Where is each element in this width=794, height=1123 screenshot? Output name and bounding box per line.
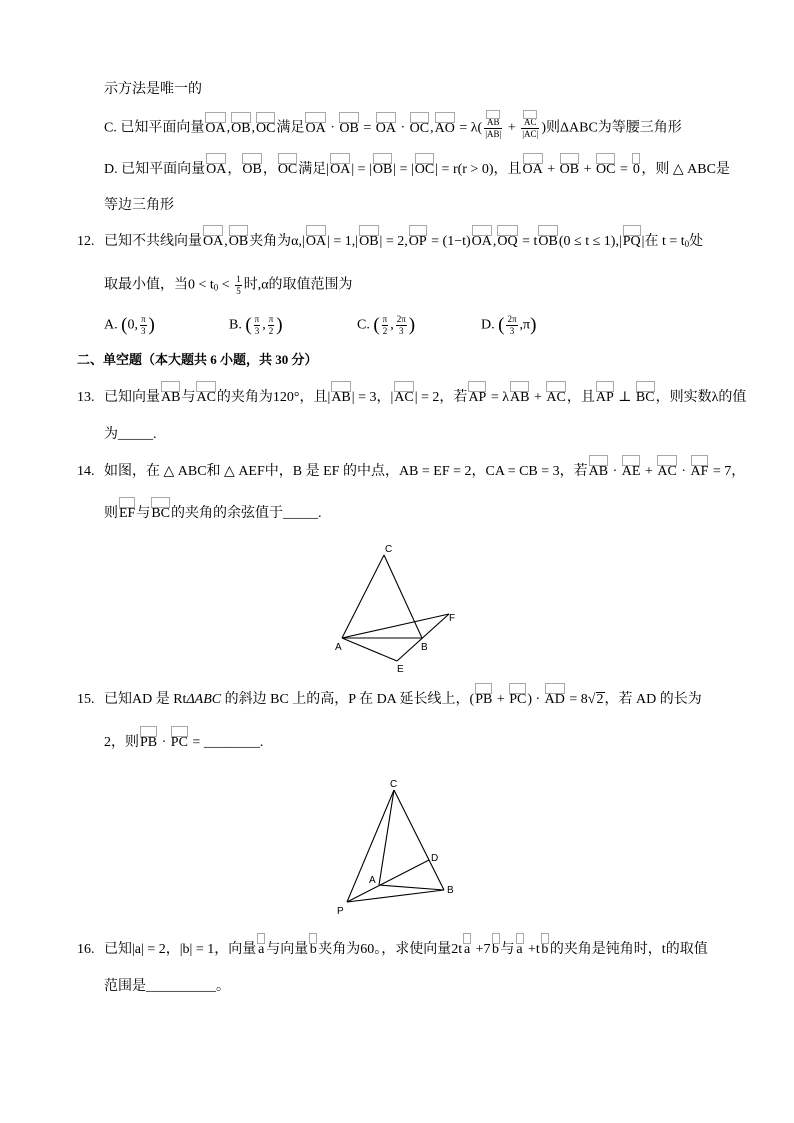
label-b: B (447, 885, 454, 896)
text-run: + (504, 120, 520, 136)
q11-option-c (104, 117, 682, 139)
label-f: F (449, 613, 456, 624)
text-run: ， (262, 162, 277, 177)
parenthesis: ( (498, 314, 505, 336)
vector-symbol: AF (690, 464, 709, 479)
text-run: 已知AD 是 Rt (104, 692, 187, 707)
vector-symbol: AE (621, 464, 641, 479)
section-heading: 二、单空题（本大题共 6 小题，共 30 分） (77, 352, 318, 367)
text-run: | = 2，若 (414, 390, 468, 405)
q14-stem (104, 464, 745, 479)
text-run: ，若 AD 的长为 (604, 692, 702, 707)
label-c: C (385, 544, 393, 555)
label-d: D (431, 853, 439, 864)
vector-symbol: OA (305, 234, 327, 249)
fraction-numerator: 2π (507, 314, 517, 324)
vector-symbol: AC (546, 390, 566, 405)
text-run: 已知|a| = 2，|b| = 1，向量 (104, 942, 257, 957)
parenthesis: ( (121, 314, 128, 336)
fraction-numerator: AC (521, 117, 539, 129)
vector-symbol: AC (196, 390, 216, 405)
vector-symbol: a (464, 942, 471, 957)
segment-pb (347, 890, 444, 902)
vector-symbol: OC (596, 162, 616, 177)
vector-symbol: OA (206, 162, 227, 177)
text-run: + (641, 464, 657, 479)
vector-symbol: PC (509, 692, 527, 707)
label-a: A (369, 875, 376, 886)
vector-symbol: OA (471, 234, 492, 249)
text-run: | = | (351, 162, 372, 177)
radicand: 2 (596, 692, 604, 707)
fraction-numerator: AB (484, 117, 502, 129)
vector-symbol: a (516, 942, 523, 957)
text-run: , (251, 120, 256, 136)
vector-symbol: OC (256, 120, 276, 136)
fraction (140, 314, 147, 337)
vector-symbol: b (309, 942, 317, 957)
parenthesis: ( (373, 314, 380, 336)
q13-stem-line (77, 387, 746, 409)
text-run: + (580, 162, 595, 177)
segment-ab (379, 885, 444, 890)
vector-symbol: OQ (497, 234, 518, 249)
q13-stem (104, 390, 746, 405)
q11-option-d (104, 159, 730, 181)
q14-stem-cont (104, 503, 322, 525)
vector-symbol: OB (538, 234, 558, 249)
fraction-denominator: 3 (398, 326, 404, 336)
segment-ca (379, 790, 394, 885)
text-run: ，且 (566, 390, 595, 405)
text-run: 0, (127, 317, 138, 333)
vector-symbol: a (258, 942, 265, 957)
text-run: 取最小值，当0 < t (104, 277, 214, 293)
text-run: = 8√ (565, 692, 596, 707)
text-run: = t (518, 234, 538, 249)
fraction-numerator: π (254, 314, 260, 324)
text-run: (0 ≤ t ≤ 1),| (558, 234, 622, 249)
q13-stem-cont (104, 424, 157, 446)
fraction-numerator: π (140, 314, 146, 324)
vector-symbol: AB (161, 390, 181, 405)
fraction (254, 314, 261, 337)
text-run: + (543, 162, 559, 177)
text-run: , (262, 317, 266, 333)
segment-af (342, 614, 449, 638)
text-run: 与 (500, 942, 515, 957)
q13-number: 13. (77, 390, 95, 405)
vector-symbol: OA (330, 162, 351, 177)
fraction-numerator: 1 (236, 274, 241, 284)
text-run: , (430, 120, 434, 136)
text-run: C. (357, 317, 374, 333)
q12-option-b (229, 314, 283, 336)
vector-symbol: OA (203, 234, 224, 249)
text-run: < (218, 277, 234, 293)
text-run: + (493, 692, 509, 707)
fraction (396, 314, 407, 337)
q12-option-c (357, 314, 415, 336)
label-a: A (335, 642, 342, 653)
label-p: P (337, 906, 344, 917)
vector-symbol: EF (119, 506, 136, 521)
vector-symbol: OB (231, 120, 251, 136)
text-run: |在 t = t (641, 234, 685, 249)
text-run: D. 已知平面向量 (104, 162, 206, 177)
text-run: | = | (393, 162, 414, 177)
q14-stem-line (77, 461, 745, 483)
text-run: 与向量 (266, 942, 309, 957)
vector-symbol: OB (372, 162, 393, 177)
label-c: C (390, 779, 398, 790)
vector-symbol: AP (595, 390, 614, 405)
label-b: B (421, 642, 428, 653)
segment-cb (394, 790, 444, 890)
text-run: ，则 △ ABC是 (641, 162, 730, 177)
vector-symbol: AB (510, 390, 530, 405)
subscript: 0 (213, 282, 219, 293)
q12-number: 12. (77, 234, 95, 249)
vector-symbol: PC (170, 735, 188, 750)
fraction-numerator: π (382, 314, 388, 324)
text-run: | = 3，| (351, 390, 394, 405)
q11-option-d-cont (104, 195, 174, 217)
fraction-denominator: 2 (268, 326, 274, 336)
text-run: C. 已知平面向量 (104, 120, 205, 136)
fraction-numerator: 2π (396, 314, 406, 324)
text-run: · (158, 735, 170, 750)
text-run: 处 (689, 234, 704, 249)
parenthesis: ( (245, 314, 252, 336)
text-run: = λ( (455, 120, 483, 136)
vector-symbol: OB (339, 120, 359, 136)
text-run: 的夹角的余弦值于_____. (171, 506, 322, 521)
label-e: E (397, 664, 404, 675)
q15-stem-line (77, 689, 702, 711)
q15-number: 15. (77, 692, 95, 707)
text-run: · (609, 464, 621, 479)
fraction-denominator: 3 (140, 326, 146, 336)
fraction-denominator: |AC| (522, 129, 539, 139)
vector-symbol: OB (359, 234, 379, 249)
text-run: D. (481, 317, 499, 333)
q15-stem (104, 692, 702, 707)
text-run: ，则实数λ的值 (655, 390, 747, 405)
text-run: 等边三角形 (104, 198, 174, 213)
vector-symbol: OA (522, 162, 543, 177)
segment-cb (384, 555, 422, 638)
text-run: ， (227, 162, 242, 177)
text-run: 满足| (298, 162, 330, 177)
vector-symbol: PB (140, 735, 158, 750)
q12-option-a (104, 314, 155, 336)
vector-symbol: PB (475, 692, 493, 707)
vector-symbol: AP (468, 390, 487, 405)
text-run: 已知向量 (104, 390, 160, 405)
vector-symbol: AO (434, 120, 455, 136)
italic-math: ΔABC (186, 692, 222, 707)
fraction (521, 117, 539, 140)
q11-option-b-tail (104, 79, 202, 101)
text-run: 2，则 (104, 735, 139, 750)
text-run: B. (229, 317, 246, 333)
vector-symbol: b (492, 942, 500, 957)
parenthesis: ) (276, 314, 283, 336)
q16-stem-line (77, 939, 708, 961)
vector-symbol: OB (242, 162, 262, 177)
fraction (268, 314, 275, 337)
vector-symbol: 0 (632, 162, 640, 177)
q14-number: 14. (77, 464, 95, 479)
text-run: · (326, 120, 339, 136)
vector-symbol: AC (394, 390, 414, 405)
fraction-denominator: 3 (254, 326, 260, 336)
text-run: · (677, 464, 690, 479)
q14-figure (330, 540, 465, 680)
text-run: · (396, 120, 409, 136)
subscript: 0 (684, 239, 690, 249)
fraction-denominator: 3 (509, 326, 515, 336)
parenthesis: ) (530, 314, 537, 336)
text-run: 的夹角是钝角时，t的取值 (549, 942, 708, 957)
text-run: | = r(r > 0)，且 (435, 162, 522, 177)
text-run: 则 (104, 506, 118, 521)
vector-symbol: OB (559, 162, 580, 177)
segment-ca (342, 555, 384, 638)
vector-symbol: OB (228, 234, 249, 249)
vector-symbol: OP (408, 234, 427, 249)
q12-stem-cont (104, 274, 353, 296)
text-run: = (359, 120, 375, 136)
fraction-denominator: |AB| (485, 129, 502, 139)
vector-symbol: AB (588, 464, 609, 479)
fraction (506, 314, 517, 337)
segment-pd (347, 860, 429, 902)
text-run: 时,α的取值范围为 (243, 277, 353, 293)
parenthesis: ) (148, 314, 155, 336)
text-run: 如图，在 △ ABC和 △ AEF中，B 是 EF 的中点，AB = EF = 2，CA = CB = 3，若 (104, 464, 588, 479)
vector-symbol: OC (409, 120, 430, 136)
text-run: = 7， (709, 464, 746, 479)
vector-symbol: AC (657, 464, 677, 479)
vector-symbol: OA (205, 120, 226, 136)
text-run: | = 2, (379, 234, 408, 249)
fraction (235, 274, 242, 297)
text-run: = ________. (188, 735, 264, 750)
vector-symbol: OA (305, 120, 326, 136)
vector-symbol: AB (331, 390, 351, 405)
segment-ae (342, 638, 397, 661)
q12-stem (104, 234, 703, 249)
q15-stem-cont (104, 732, 263, 754)
text-run: )则ΔABC为等腰三角形 (541, 120, 682, 136)
q16-stem (104, 942, 708, 957)
text-run: 为_____. (104, 427, 157, 442)
text-run: ⊥ (614, 390, 635, 405)
vector-symbol: OA (375, 120, 396, 136)
text-run: 与 (181, 390, 196, 405)
text-run: | = 1,| (327, 234, 359, 249)
text-run: A. (104, 317, 122, 333)
text-run: = (1−t) (427, 234, 471, 249)
q15-figure (330, 772, 465, 918)
q16-stem-cont (104, 976, 230, 998)
text-run: +7 (472, 942, 491, 957)
text-run: 范围是__________。 (104, 979, 230, 994)
text-run: 的夹角为120°，且| (216, 390, 331, 405)
fraction-denominator: 2 (382, 326, 388, 336)
vector-symbol: b (541, 942, 549, 957)
q16-number: 16. (77, 942, 95, 957)
fraction (382, 314, 389, 337)
text-run: + (530, 390, 546, 405)
text-run: , (390, 317, 394, 333)
text-run: 与 (136, 506, 151, 521)
text-run: 夹角为60。，求使向量2t (318, 942, 463, 957)
vector-symbol: OC (414, 162, 435, 177)
text-run: ,π (519, 317, 531, 333)
text-run: 示方法是唯一的 (104, 82, 202, 97)
text-run: 满足 (276, 120, 305, 136)
vector-symbol: OC (277, 162, 298, 177)
text-run: , (224, 234, 228, 249)
text-run: +t (524, 942, 540, 957)
fraction-numerator: π (268, 314, 274, 324)
text-run: 的斜边 BC 上的高，P 在 DA 延长线上，( (221, 692, 475, 707)
text-run: ) · (527, 692, 544, 707)
text-run: , (226, 120, 231, 136)
text-run: 夹角为α,| (249, 234, 305, 249)
vector-symbol: AD (544, 692, 565, 707)
vector-symbol: BC (635, 390, 655, 405)
q12-option-d (481, 314, 536, 336)
fraction (484, 117, 502, 140)
fraction-denominator: 5 (236, 286, 241, 296)
vector-symbol: BC (151, 506, 171, 521)
text-run: , (492, 234, 497, 249)
text-run: 已知不共线向量 (104, 234, 202, 249)
parenthesis: ) (408, 314, 416, 336)
q12-stem-line (77, 231, 703, 253)
text-run: = (616, 162, 632, 177)
text-run: = λ (487, 390, 510, 405)
vector-symbol: PQ (622, 234, 641, 249)
